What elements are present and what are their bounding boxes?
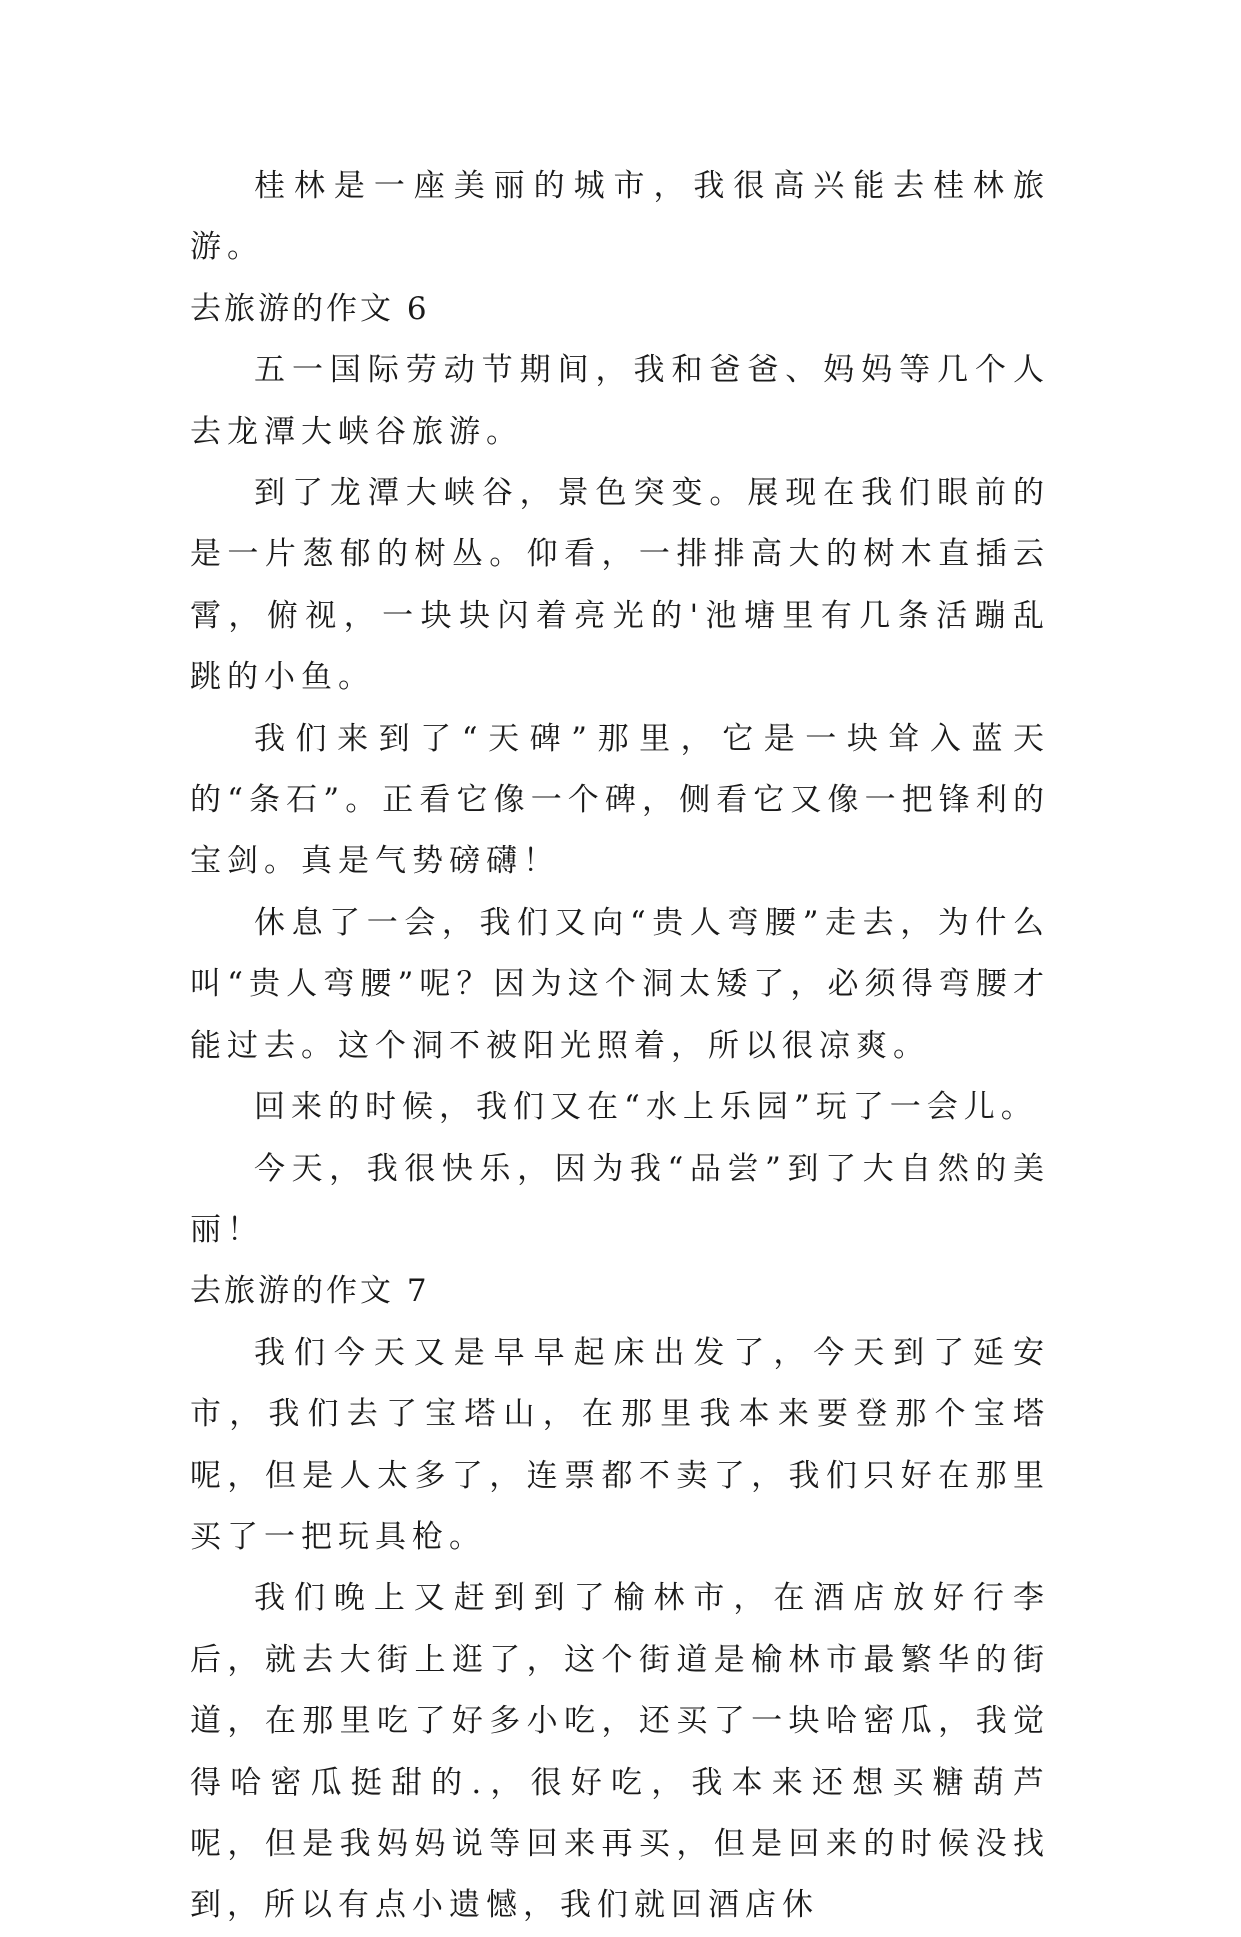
section-heading: 去旅游的作文 6 [190,290,430,327]
document-body [190,156,1050,1937]
paragraph: 我们今天又是早早起床出发了，今天到了延安市，我们去了宝塔山，在那里我本来要登那个宝塔呢，但是人太多了，连票都不卖了，我们只好在那里买了一把玩具枪。 [190,1334,1050,1555]
paragraph: 我们来到了“天碑”那里，它是一块耸入蓝天的“条石”。正看它像一个碑，侧看它又像一把锋利的宝剑。真是气势磅礴！ [190,720,1050,880]
paragraph: 今天，我很快乐，因为我“品尝”到了大自然的美丽！ [190,1150,1050,1248]
paragraph: 回来的时候，我们又在“水上乐园”玩了一会儿。 [254,1089,1038,1126]
paragraph: 到了龙潭大峡谷，景色突变。展现在我们眼前的是一片葱郁的树丛。仰看，一排排高大的树木直插云霄，俯视，一块块闪着亮光的'池塘里有几条活蹦乱跳的小鱼。 [190,475,1050,696]
paragraph: 桂林是一座美丽的城市，我很高兴能去桂林旅游。 [190,168,1050,266]
paragraph: 五一国际劳动节期间，我和爸爸、妈妈等几个人去龙潭大峡谷旅游。 [190,352,1050,450]
section-heading: 去旅游的作文 7 [190,1273,430,1310]
paragraph: 休息了一会，我们又向“贵人弯腰”走去，为什么叫“贵人弯腰”呢？因为这个洞太矮了，必须得弯腰才能过去。这个洞不被阳光照着，所以很凉爽。 [190,904,1050,1064]
paragraph: 我们晚上又赶到到了榆林市，在酒店放好行李后，就去大街上逛了，这个街道是榆林市最繁华的街道，在那里吃了好多小吃，还买了一块哈密瓜，我觉得哈密瓜挺甜的.，很好吃，我本来还想买糖葫芦呢，但是我妈妈说等回来再买，但是回来的时候没找到，所以有点小遗憾，我们就回酒店休 [190,1580,1050,1924]
